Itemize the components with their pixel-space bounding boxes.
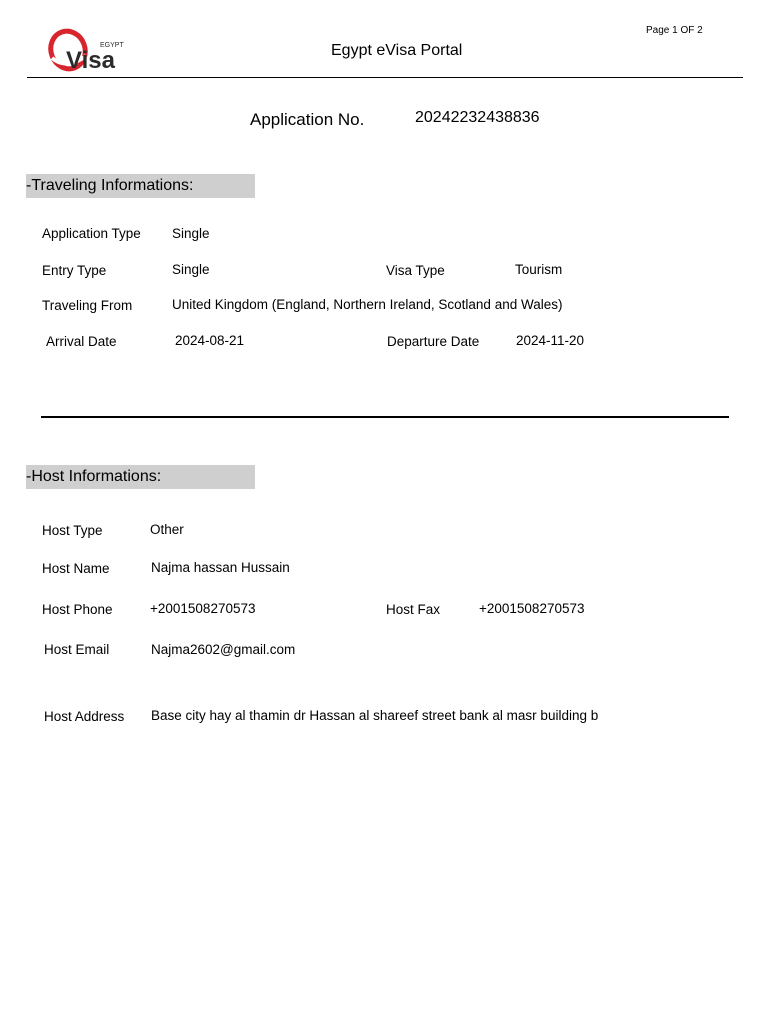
host-section-title: -Host Informations: [26,468,162,485]
departure-date-value: 2024-11-20 [516,333,585,348]
host-section-header [26,465,255,489]
host-email-label: Host Email [44,642,110,657]
host-name-label: Host Name [42,561,110,576]
evisa-logo-graphic [46,26,136,76]
application-type-label: Application Type [42,226,141,241]
host-phone-value: +2001508270573 [150,601,256,616]
traveling-section-header [26,174,255,198]
traveling-from-label: Traveling From [42,298,133,313]
section-divider [41,416,729,418]
arrival-date-value: 2024-08-21 [175,333,245,348]
host-address-value: Base city hay al thamin dr Hassan al shareef street bank al masr building b [151,708,599,723]
traveling-section-title: -Traveling Informations: [26,177,194,194]
page-indicator: Page 1 OF 2 [646,25,703,36]
entry-type-value: Single [172,262,210,277]
host-email-value: Najma2602@gmail.com [151,642,296,657]
portal-title: Egypt eVisa Portal [331,42,463,59]
host-address-label: Host Address [44,709,125,724]
logo-main-text: Visa [66,47,115,74]
host-type-value: Other [150,522,184,537]
host-name-value: Najma hassan Hussain [151,560,290,575]
host-type-label: Host Type [42,523,103,538]
visa-type-value: Tourism [515,262,563,277]
host-fax-value: +2001508270573 [479,601,585,616]
visa-type-label: Visa Type [386,263,445,278]
evisa-logo [46,26,136,76]
host-phone-label: Host Phone [42,602,113,617]
traveling-from-value: United Kingdom (England, Northern Ireland, Scotland and Wales) [172,297,563,312]
application-number-value: 20242232438836 [415,109,540,126]
application-number-label: Application No. [250,110,365,129]
host-fax-label: Host Fax [386,602,441,617]
entry-type-label: Entry Type [42,263,107,278]
arrival-date-label: Arrival Date [46,334,117,349]
application-type-value: Single [172,226,210,241]
logo-top-text: EGYPT [100,42,124,49]
header-divider [27,77,743,78]
departure-date-label: Departure Date [387,334,480,349]
